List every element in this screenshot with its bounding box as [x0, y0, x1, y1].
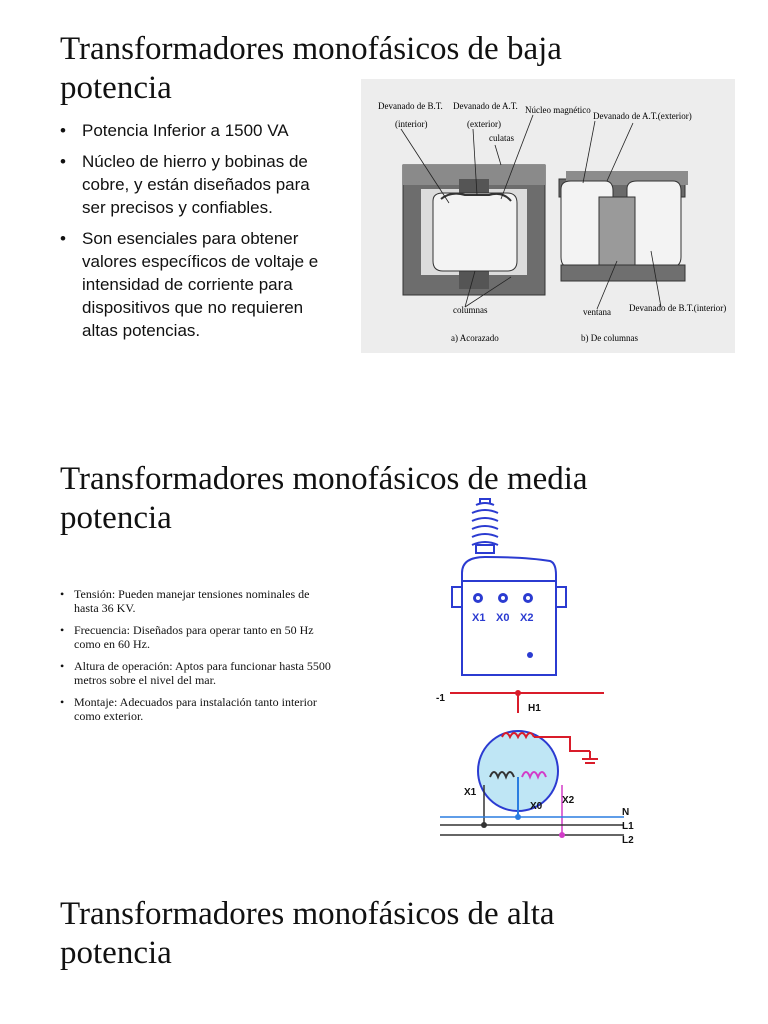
- terminal-x0-label: X0: [496, 612, 510, 624]
- terminal-x1-label: X1: [472, 612, 486, 624]
- core-type-drawing: [559, 171, 688, 281]
- section-title-high-power: Transformadores monofásicos de alta potencia: [60, 896, 555, 971]
- schematic-h1-label: H1: [528, 703, 541, 714]
- list-item: • Montaje: Adecuados para instalación tanto interior como exterior.: [60, 695, 332, 723]
- list-item: • Son esenciales para obtener valores específicos de voltaje e intensidad de corriente para dispositivos que no requieren altas potencias.: [58, 227, 338, 342]
- transformer-core-types-figure: [361, 79, 735, 353]
- list-item: • Altura de operación: Aptos para funcionar hasta 5500 metros sobre el nivel del mar.: [60, 659, 332, 687]
- label-at-exterior-2: Devanado de A.T.(exterior): [593, 111, 692, 121]
- pole-transformer-drawing: [440, 495, 570, 685]
- label-at-winding: Devanado de A.T.: [453, 101, 518, 111]
- wiring-schematic-drawing: [430, 685, 640, 850]
- label-bt-winding: Devanado de B.T.: [378, 101, 443, 111]
- label-bt-interior: (interior): [395, 119, 428, 129]
- schematic-x2-label: X2: [562, 795, 575, 806]
- list-item: • Tensión: Pueden manejar tensiones nominales de hasta 36 KV.: [60, 587, 332, 615]
- list-item: • Potencia Inferior a 1500 VA: [58, 119, 338, 142]
- caption-shell-type: a) Acorazado: [451, 333, 499, 343]
- section-title-low-power: Transformadores monofásicos de baja potencia: [60, 31, 562, 106]
- caption-core-type: b) De columnas: [581, 333, 638, 343]
- schematic-x0-label: X0: [530, 801, 543, 812]
- label-bt-interior-2: Devanado de B.T.(interior): [629, 303, 727, 313]
- medium-power-bullet-list: [60, 587, 332, 731]
- low-power-bullet-list: [58, 119, 338, 350]
- line-n-label: N: [622, 807, 630, 818]
- list-item: • Núcleo de hierro y bobinas de cobre, y están diseñados para ser precisos y confiables.: [58, 150, 338, 219]
- label-ventana: ventana: [583, 307, 611, 317]
- label-culatas: culatas: [489, 133, 514, 143]
- label-nucleo-magnetico: Núcleo magnético: [525, 105, 591, 115]
- list-item: • Frecuencia: Diseñados para operar tanto en 50 Hz como en 60 Hz.: [60, 623, 332, 651]
- line-l1-label: L1: [622, 821, 634, 832]
- terminal-x2-label: X2: [520, 612, 534, 624]
- label-columnas: columnas: [453, 305, 488, 315]
- label-at-exterior: (exterior): [467, 119, 501, 129]
- schematic-neg1-label: -1: [436, 693, 445, 704]
- schematic-x1-label: X1: [464, 787, 477, 798]
- line-l2-label: L2: [622, 835, 634, 846]
- section-title-medium-power: Transformadores monofásicos de media potencia: [60, 461, 588, 536]
